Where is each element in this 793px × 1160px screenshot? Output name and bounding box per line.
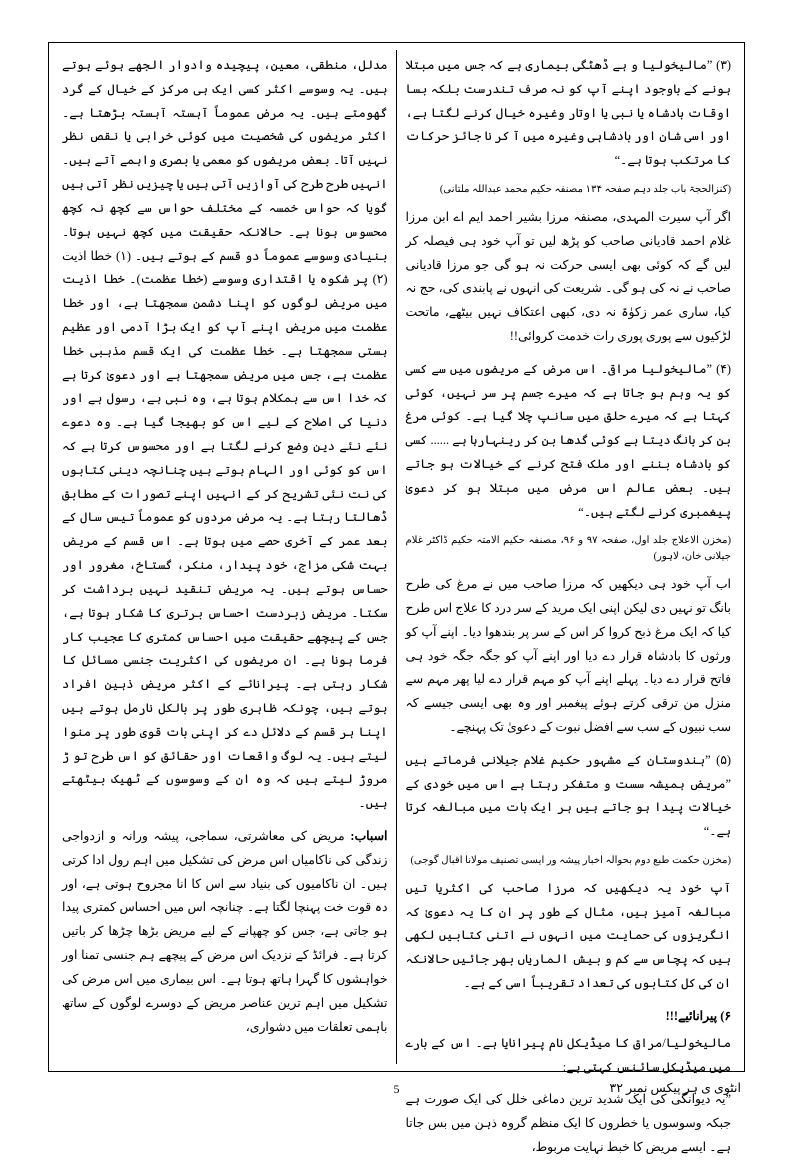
paragraph-seerat-ul-mahdi: اگر آپ سیرت المہدی، مصنفہ مرزا بشیر احمد ایم اے ابن مرزا غلام احمد قادیانی صاحب کو پڑھ لیں تو آپ خود ہی فیصلہ کر لیں گے کہ کوئی بھی ایسی حرکت نہ ہو گی جو مرزا قادیانی صاحب نے نہ کی ہو گی۔ شریعت کی انہوں نے پابندی کی، حج نہ کیا، ساری عمر زکوٰۃ نہ دی، کبھی اعتکاف نہیں بیٹھے، ماتحت لڑکیوں سے پوری پوری رات خدمت کروائی!!: [405, 209, 731, 343]
paragraph-item-4: (۴) ”مالیخولیا مراقی۔ اس مرض کے مریضوں میں سے کسی کو یہ وہم ہو جاتا ہے کہ میرے جسم پر سر نہیں، کوئی کہتا ہے کہ میرے حلق میں سانپ چلا گیا ہے۔ کوئی مرغ بن کر بانگ دیتا ہے کوئی گدھا بن کر رینہارہا ہے ...... کسی کو بادشاہ بننے اور ملک فتح کرنے کے خیالات ہو جاتے ہیں۔ بعض عالم اس مرض میں مبتلا ہو کر دعویٰ پیغمبری کرنے لگتے ہیں۔“: [405, 361, 731, 519]
paragraph-commentary-2: آپ خود یہ دیکھیں کہ مرزا صاحب کی اکثریا تیں مبالغہ آمیز ہیں، مثال کے طور پر ان کا یہ دعویٰ کہ انگریزوں کی حمایت میں انہوں نے اتنی کتابیں لکھی ہیں کہ پچاس سے کم و بیش الماریاں بھر جائیں حالانکہ ان کی کل کتابوں کی تعداد تقریباً اسی کے ہے۔: [405, 880, 731, 991]
citation-kanz-ul-hujjah: (کنزالحجۃ باب جلد دہم صفحہ ۱۳۴ مصنفہ حکیم محمد عبداللہ ملتانی): [439, 184, 731, 196]
paragraph-item-5: (۵) ”ہندوستان کے مشہور حکیم غلام جیلانی فرماتے ہیں ”مریض ہمیشہ سست و متفکر رہتا ہے اس میں خودی کے خیالات پیدا ہو جاتے ہیں ہر ایک بات میں مبالغہ کرتا ہے۔“: [405, 752, 731, 839]
paragraph-commentary-1: اب آپ خود ہی دیکھیں کہ مرزا صاحب میں نے مرغ کی طرح بانگ تو نہیں دی لیکن اپنی ایک مرید کے سر درد کا علاج اس طرح کیا کہ ایک مرغ ذبح کروا کر اس کے سر پر بندھوا دیا۔ اپنے آپ کو ورثوں کا بادشاہ قرار دے دیا اور اپنے آپ کو جگہ جگہ خود ہی فاتح قرار دے دیا۔ پہلے اپنے آپ کو مہم قرار دے لیا پھر مہم سے منزل من ترقی کرتے ہوئے پیغمبر اور وہ بھی ایسی جیسے کہ سب نبیوں کے سب سے افضل نبوت کے دعویٰ تک پہنچے۔: [405, 577, 731, 734]
paragraph-paranoia-continued: مدلل، منطقی، معین، پیچیدہ وادوار الجھے ہوئے ہوتے ہیں۔ یہ وسوسے اکثر کسی ایک ہی مرکز کے خیال کے گرد گھومتے ہیں۔ یہ مرض عموماً آہستہ آہستہ بڑھتا ہے۔ اکثر مریضوں کی شخصیت میں کوئی خرابی یا نقص نظر نہیں آتا۔ بعض مریضوں کو معمی یا بصری واہمے آتے ہیں۔ انہیں طرح طرح کی آوازیں آتی ہیں یا چیزیں نظر آتی ہیں گویا کہ حواس خمسہ کے مختلف حواس سے کچھ نہ کچھ محسوس ہونا ہے۔ حالانکہ حقیقت میں کچھ نہیں ہوتا۔ بنیادی وسوسے عموماً دو قسم کے ہوتے ہیں۔ (۱) خطا اذیت (۲) پر شکوہ یا اقتداری وسوسے (خطا عظمت)۔ خطا اذیت میں مریض لوگوں کو اپنا دشمن سمجھتا ہے، اور خطا عظمت میں مریض اپنے آپ کو ایک بڑا آدمی اور عظیم ہستی سمجھتا ہے۔ خطا عظمت کی ایک قسم مذہبی خطا عظمت ہے، جس میں مریض سمجھتا ہے اور دعویٰ کرتا ہے کہ خدا اس سے ہمکلام ہوتا ہے، وہ نبی ہے، رسول ہے اور دنیا کی اصلاح کے لیے اس کو بھیجا گیا ہے۔ وہ دعوے نئے نئے دین وضع کرنے لگتا ہے اور محسوس کرتا ہے کہ اس کو کوئی اور الہام ہوتے ہیں چنانچہ دینی کتابوں کی نت نئی تشریح کر کے انہیں اپنے تصورات کے مطابق ڈھالتا رہتا ہے۔ یہ مرض مردوں کو عموماً تیس سال کے بعد عمر کے آخری حصے میں ہوتا ہے۔ اس قسم کے مریض بہت شکی مزاج، خود پیدار، منکر، گستاخ، مغرور اور حساس ہوتے ہیں۔ یہ مریض تنقید نہیں برداشت کر سکتا۔ مریض زبردست احساس برتری کا شکار ہوتا ہے، جس کے پیچھے حقیقت میں احساس کمتری کا عجیب کار فرما ہونا ہے۔ ان مریضوں کی اکثریت جنسی مسائل کا شکار رہتی ہے۔ پیرانائے کے اکثر مریض ذہین افراد ہوتے ہیں، چونکہ ظاہری طور پر بالکل نارمل ہوتے ہیں اپنا ہر قسم کے دلائل دے کر اپنی بات قوی طور پر منوا لیتے ہیں۔ یہ لوگ واقعات اور حقائق کو اس طرح تو ڑ مروڑ لیتے ہیں کہ وہ ان کے وسوسوں کے ٹھیک بیٹھتے ہیں۔: [62, 58, 388, 811]
paragraph-item-3: (۳) ”مالیخولیا و ہے ڈھٹگی بیماری ہے کہ جس میں مبتلا ہونے کے باوجود اپنے آپ کو نہ صرف تندرست بلکہ بسا اوقات بادشاہ یا نبی یا اوتار وغیرہ خیال کرنے لگتا ہے، اور اسی شان اور بادشاہی وغیرہ میں آ کر نا جائز حرکات کا مرتکب ہوتا ہے۔“: [405, 58, 731, 168]
paragraph-paranoia-quote: ”یہ دیوانگی کی ایک شدید ترین دماغی خلل کی ایک صورت ہے جبکہ وسوسوں یا خطروں کا ایک منظم گروہ ذہن میں بس جاتا ہے۔ ایسے مریض کا خبط نہایت مربوط،: [405, 1092, 731, 1154]
footer-note: انٹوی ی ہر پیکس نمبر ۳۲: [609, 1081, 741, 1095]
paragraph-causes-text: مریض کی معاشرتی، سماجی، پیشہ ورانہ و ازدواجی زندگی کی ناکامیاں اس مرض کی تشکیل میں اہم رول ادا کرتی ہیں۔ ان ناکامیوں کی بنیاد سے اس کا انا مجروح ہوتی ہے، اور دہ قوت خت پہنچا لگتا ہے۔ چنانچہ اس میں احساس کمتری پیدا ہو جاتی ہے، جس کو چھپانے کے لیے مریض بڑھا چڑھا کر باتیں کرتا ہے۔ فرائڈ کے نزدیک اس مرض کے پیچھے ہم جنسی تمنا اور خواہشوں کا گہرا ہاتھ ہوتا ہے۔ اس بیماری میں اس مرض کی تشکیل میں اہم ترین عناصر مریض کے دوسرے لوگوں کے ساتھ باہمی تعلقات میں دشواری،: [62, 829, 388, 1034]
heading-item-6-paranoia: ۶) پیرانائیے!!!: [665, 1008, 731, 1023]
citation-makhzan-hikmat: (مخزن حکمت طبع دوم بحوالہ اخبار پیشہ ور ایسی تصنیف مولانا اقبال گوجی): [410, 855, 731, 866]
paragraph-causes: [62, 825, 388, 1039]
paragraph-paranoia-intro: مالیخولیا/مراق کا میڈیکل نام پیرانایا ہے۔ اس کے بارے میں میڈیکل سائنس کہتی ہے:: [405, 1035, 731, 1074]
left-text-column: [62, 54, 397, 1062]
citation-makhzan-ul-ilaj: (مخزن الاعلاج جلد اول، صفحہ ۹۷ و ۹۶، مصنفہ حکیم الامتہ حکیم ڈاکٹر غلام جیلانی خان، لاہور): [405, 535, 731, 563]
heading-asbaab: اسباب:: [350, 829, 388, 843]
page-number: 5: [393, 1082, 400, 1096]
